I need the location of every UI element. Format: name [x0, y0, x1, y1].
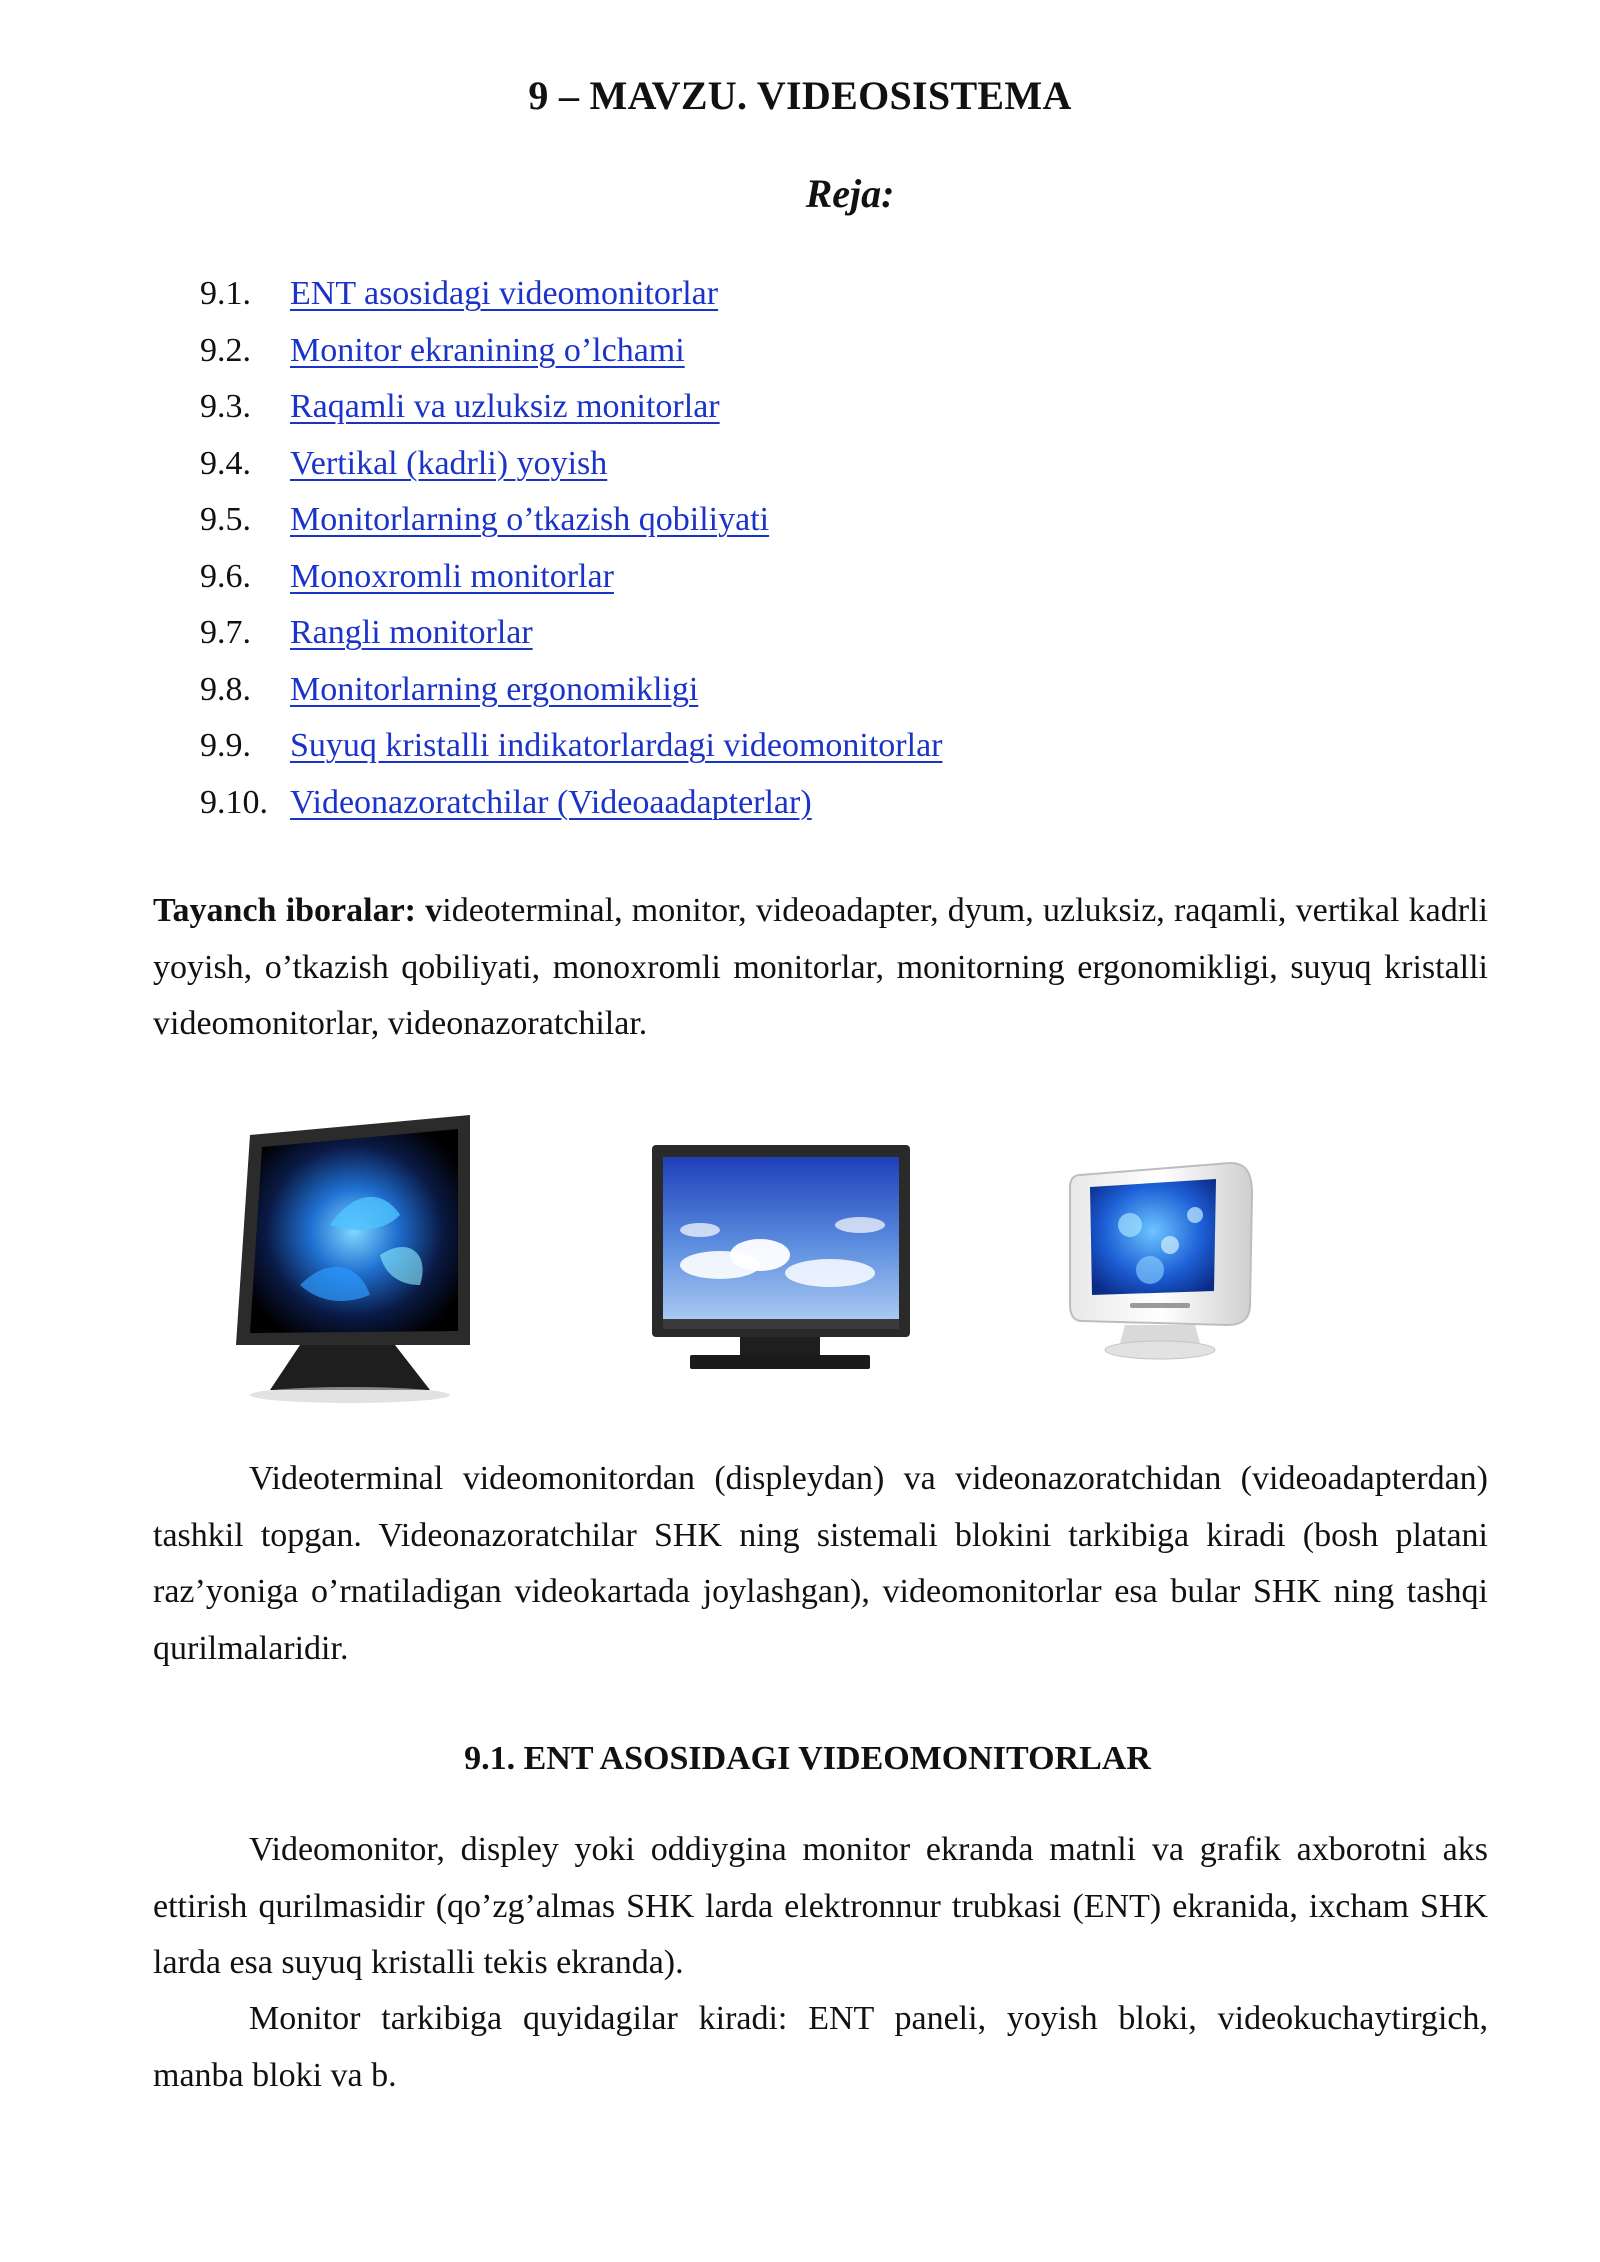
lcd-monitor-icon: [236, 1115, 470, 1403]
toc-number: 9.3.: [200, 388, 251, 425]
toc-number: 9.5.: [200, 501, 251, 538]
page-title: 9 – MAVZU. VIDEOSISTEMA: [528, 73, 1072, 118]
toc-item: [200, 440, 943, 497]
toc-item: [200, 383, 943, 440]
toc-link[interactable]: ENT asosidagi videomonitorlar: [290, 275, 719, 312]
toc-number: 9.6.: [200, 557, 251, 595]
toc-link[interactable]: Raqamli va uzluksiz monitorlar: [290, 388, 720, 425]
monitor-images: [0, 1105, 1600, 1405]
toc-number: 9.2.: [200, 331, 251, 369]
toc-link[interactable]: Videonazoratchilar (Videoaadapterlar): [290, 783, 812, 821]
toc-link[interactable]: Monitorlarning ergonomikligi: [290, 670, 699, 708]
toc-number: 9.8.: [200, 670, 251, 708]
keywords-paragraph: [153, 883, 1488, 1053]
toc-link[interactable]: Vertikal (kadrli) yoyish: [290, 444, 608, 482]
toc-number: 9.4.: [200, 444, 251, 482]
toc-item: [200, 553, 943, 610]
keywords-label: Tayanch iboralar: v: [153, 892, 443, 929]
toc-number: 9.9.: [200, 727, 251, 764]
toc-item: [200, 666, 943, 723]
crt-monitor-icon: [1070, 1163, 1252, 1359]
table-of-contents: [200, 270, 943, 835]
toc-item: [200, 722, 943, 779]
toc-link[interactable]: Rangli monitorlar: [290, 614, 533, 651]
toc-link[interactable]: Monitor ekranining o’lchami: [290, 331, 685, 369]
toc-link[interactable]: Suyuq kristalli indikatorlardagi videomonitorlar: [290, 727, 943, 764]
keywords-text: ideoterminal, monitor, videoadapter, dyum, uzluksiz, raqamli, vertikal kadrli yoyish, o’tkazish qobiliyati, monoxromli monitorlar, monitorning ergonomikligi, suyuq kristalli videomonitorlar, videonazoratchilar.: [153, 892, 1488, 1042]
section-heading: 9.1. ENT ASOSIDAGI VIDEOMONITORLAR: [464, 1740, 1151, 1777]
section-paragraph: Videomonitor, displey yoki oddiygina monitor ekranda matnli va grafik axborotni aks ettirish qurilmasidir (qo’zg’almas SHK larda elektronnur trubkasi (ENT) ekranida, ixcham SHK larda esa suyuq kristalli tekis ekranda).: [153, 1831, 1488, 1981]
toc-link[interactable]: Monitorlarning o’tkazish qobiliyati: [290, 501, 770, 538]
flat-panel-monitor-icon: [652, 1145, 910, 1369]
toc-item: [200, 609, 943, 666]
toc-number: 9.1.: [200, 275, 251, 312]
section-paragraph: Monitor tarkibiga quyidagilar kiradi: ENT paneli, yoyish bloki, videokuchaytirgich, manba bloki va b.: [153, 2000, 1488, 2094]
toc-number: 9.10.: [200, 783, 268, 821]
plan-heading: Reja:: [805, 171, 895, 216]
toc-link[interactable]: Monoxromli monitorlar: [290, 557, 614, 595]
toc-item: [200, 496, 943, 553]
toc-item: [200, 327, 943, 384]
toc-number: 9.7.: [200, 614, 251, 651]
toc-item: [200, 270, 943, 327]
toc-item: [200, 779, 943, 836]
intro-paragraph: Videoterminal videomonitordan (displeydan) va videonazoratchidan (videoadapterdan) tashkil topgan. Videonazoratchilar SHK ning sistemali blokini tarkibiga kiradi (bosh platani raz’yoniga o’rnatiladigan videokartada joylashgan), videomonitorlar esa bular SHK ning tashqi qurilmalaridir.: [153, 1460, 1488, 1667]
